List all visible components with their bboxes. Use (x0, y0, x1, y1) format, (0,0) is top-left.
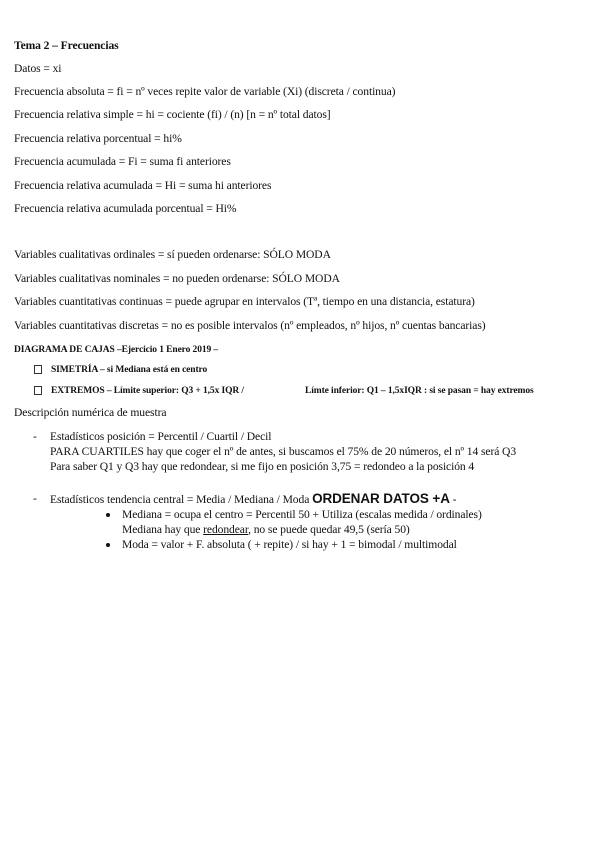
central-tail: - (449, 493, 457, 506)
position-line: PARA CUARTILES hay que coger el nº de antes, si buscamos el 75% de 20 números, el nº 14 será Q3 (50, 445, 517, 458)
bullet-dot-icon (106, 543, 110, 547)
definition-line: Frecuencia relativa simple = hi = cociente (fi) / (n) [n = nº total datos] (14, 108, 331, 121)
central-title-line (50, 492, 456, 507)
variable-line: Variables cualitativas nominales = no pueden ordenarse: SÓLO MODA (14, 272, 340, 285)
dash-bullet: - (33, 492, 37, 505)
median-line: Mediana = ocupa el centro = Percentil 50 + Utiliza (escalas medida / ordinales) (122, 508, 482, 521)
checkbox-bullet-icon (34, 386, 42, 395)
definition-line: Frecuencia acumulada = Fi = suma fi anteriores (14, 155, 231, 168)
variable-line: Variables cualitativas ordinales = sí pueden ordenarse: SÓLO MODA (14, 248, 331, 261)
median-underlined: redondear (203, 523, 249, 536)
median-round-line (122, 523, 410, 537)
median-text-b: , no se puede quedar 49,5 (sería 50) (248, 523, 410, 536)
central-title: Estadísticos tendencia central = Media / Mediana / Moda (50, 493, 310, 506)
definition-line: Frecuencia relativa acumulada = Hi = suma hi anteriores (14, 179, 272, 192)
position-title: Estadísticos posición = Percentil / Cuartil / Decil (50, 430, 272, 443)
bullet-dot-icon (106, 513, 110, 517)
extremes-line-upper: EXTREMOS – Límite superior: Q3 + 1,5x IQR / (51, 386, 244, 396)
extremes-line-lower: Límte inferior: Q1 – 1,5xIQR : si se pasan = hay extremos (305, 386, 534, 396)
description-heading: Descripción numérica de muestra (14, 406, 167, 419)
definition-line: Frecuencia relativa porcentual = hi% (14, 132, 182, 145)
definition-line: Frecuencia relativa acumulada porcentual = Hi% (14, 202, 237, 215)
page-title: Tema 2 – Frecuencias (14, 39, 119, 52)
position-line: Para saber Q1 y Q3 hay que redondear, si me fijo en posición 3,75 = redondeo a la posición 4 (50, 460, 475, 473)
median-text-a: Mediana hay que (122, 523, 204, 536)
checkbox-bullet-icon (34, 365, 42, 374)
definition-line: Frecuencia absoluta = fi = nº veces repite valor de variable (Xi) (discreta / continua) (14, 85, 396, 98)
variable-line: Variables cuantitativas discretas = no es posible intervalos (nº empleados, nº hijos, nº cuentas bancarias) (14, 319, 486, 332)
definition-line: Datos = xi (14, 62, 62, 75)
central-emphasis: ORDENAR DATOS +A (312, 491, 450, 506)
dash-bullet: - (33, 430, 37, 443)
variable-line: Variables cuantitativas continuas = puede agrupar en intervalos (Tª, tiempo en una distancia, estatura) (14, 295, 475, 308)
boxplot-heading: DIAGRAMA DE CAJAS –Ejercicio 1 Enero 2019 – (14, 345, 219, 355)
symmetry-line: SIMETRÍA – si Mediana está en centro (51, 365, 208, 375)
mode-line: Moda = valor + F. absoluta ( + repite) / si hay + 1 = bimodal / multimodal (122, 538, 457, 551)
